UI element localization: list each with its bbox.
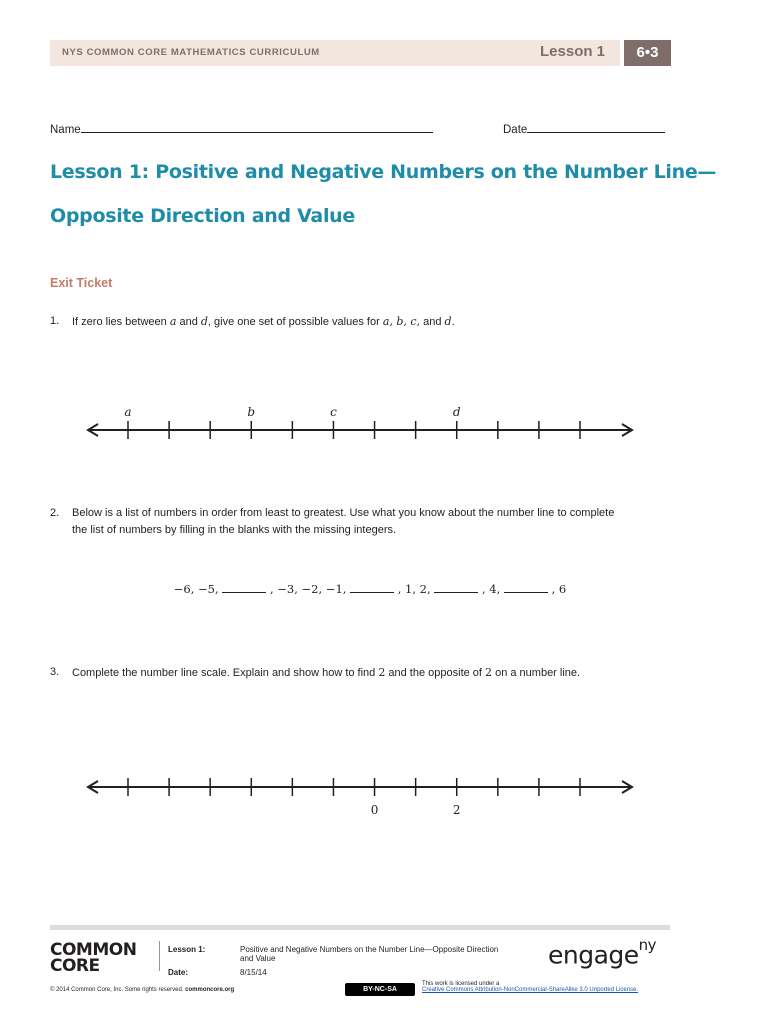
footer-lesson-title [240,945,540,963]
date-field [503,121,665,136]
q1-part: and [176,316,201,328]
footer-date-value: 8/15/14 [240,968,267,977]
q1-part: . [451,316,455,328]
footer-date-label: Date: [168,968,189,977]
engage-text: engage [548,940,639,970]
footer-rule [50,925,670,930]
name-blank[interactable] [81,121,433,133]
cc-license-badge[interactable]: BY-NC-SA [345,983,415,996]
answer-blank[interactable] [350,582,394,593]
answer-blank[interactable] [222,582,266,593]
q1-var: a, b, c, [382,315,421,328]
date-label: Date [503,124,528,136]
sequence-text: , 6 [547,582,567,596]
answer-blank[interactable] [434,582,478,593]
page-title-line2: Opposite Direction and Value [50,205,355,227]
copyright [50,987,234,993]
sequence-text: , 4, [478,582,504,596]
footer-title-line1: Positive and Negative Numbers on the Number Line—Opposite Direction [240,945,499,954]
module-badge: 6•3 [624,40,671,66]
curriculum-title: NYS COMMON CORE MATHEMATICS CURRICULUM [62,47,320,58]
footer-title-line2: and Value [240,954,276,963]
q3-part: on a number line. [492,667,581,679]
question-1-number: 1. [50,315,60,327]
q2-line1: Below is a list of numbers in order from least to greatest. Use what you know about the number line to complete [72,507,615,519]
q3-num: 2 [378,666,386,679]
footer-lesson-label: Lesson 1: [168,945,206,954]
sequence-text: , −3, −2, −1, [266,582,351,596]
lesson-number: Lesson 1 [540,43,606,60]
question-2-number: 2. [50,507,60,519]
q1-var: a [169,315,177,328]
name-label: Name [50,124,81,136]
engageny-logo [548,936,657,970]
sequence-text: , 1, 2, [394,582,435,596]
number-line-1 [80,395,640,450]
tick-label: b [247,405,256,419]
q1-var: d [200,315,208,328]
tick-label: a [124,405,132,419]
copyright-site[interactable]: commoncore.org [185,987,235,993]
copyright-text: © 2014 Common Core, Inc. Some rights reserved. [50,987,186,993]
q3-part: Complete the number line scale. Explain and show how to find [72,667,379,679]
date-blank[interactable] [527,121,665,133]
question-2-text [72,505,672,539]
engage-sup: ny [638,936,657,954]
license-line1: This work is licensed under a [422,981,500,987]
page-title-line1: Lesson 1: Positive and Negative Numbers on the Number Line— [50,161,717,183]
section-heading: Exit Ticket [50,276,113,290]
q1-part: If zero lies between [72,316,170,328]
number-line-3 [80,752,640,817]
tick-label: 0 [370,803,379,817]
tick-label: 2 [452,803,461,817]
tick-label: d [452,405,461,419]
logo-line1: COMMON [50,940,137,960]
logo-line2: CORE [50,956,100,976]
number-sequence [0,582,740,596]
license-link[interactable]: Creative Commons Attribution-NonCommercial-ShareAlike 3.0 Unported License. [422,987,639,993]
license-text [422,981,638,993]
footer-divider [159,941,160,971]
answer-blank[interactable] [504,582,548,593]
question-1-text [72,313,672,331]
name-field [50,121,433,136]
tick-label: c [330,405,337,419]
question-3-text [72,664,672,682]
q1-part: and [420,316,445,328]
sequence-text: −6, −5, [173,582,223,596]
q3-num: 2 [485,666,493,679]
q3-part: and the opposite of [385,667,486,679]
common-core-logo [50,942,136,974]
q1-part: , give one set of possible values for [207,316,383,328]
q1-var: d [444,315,452,328]
q2-line2: the list of numbers by filling in the blanks with the missing integers. [72,524,397,536]
question-3-number: 3. [50,666,60,678]
